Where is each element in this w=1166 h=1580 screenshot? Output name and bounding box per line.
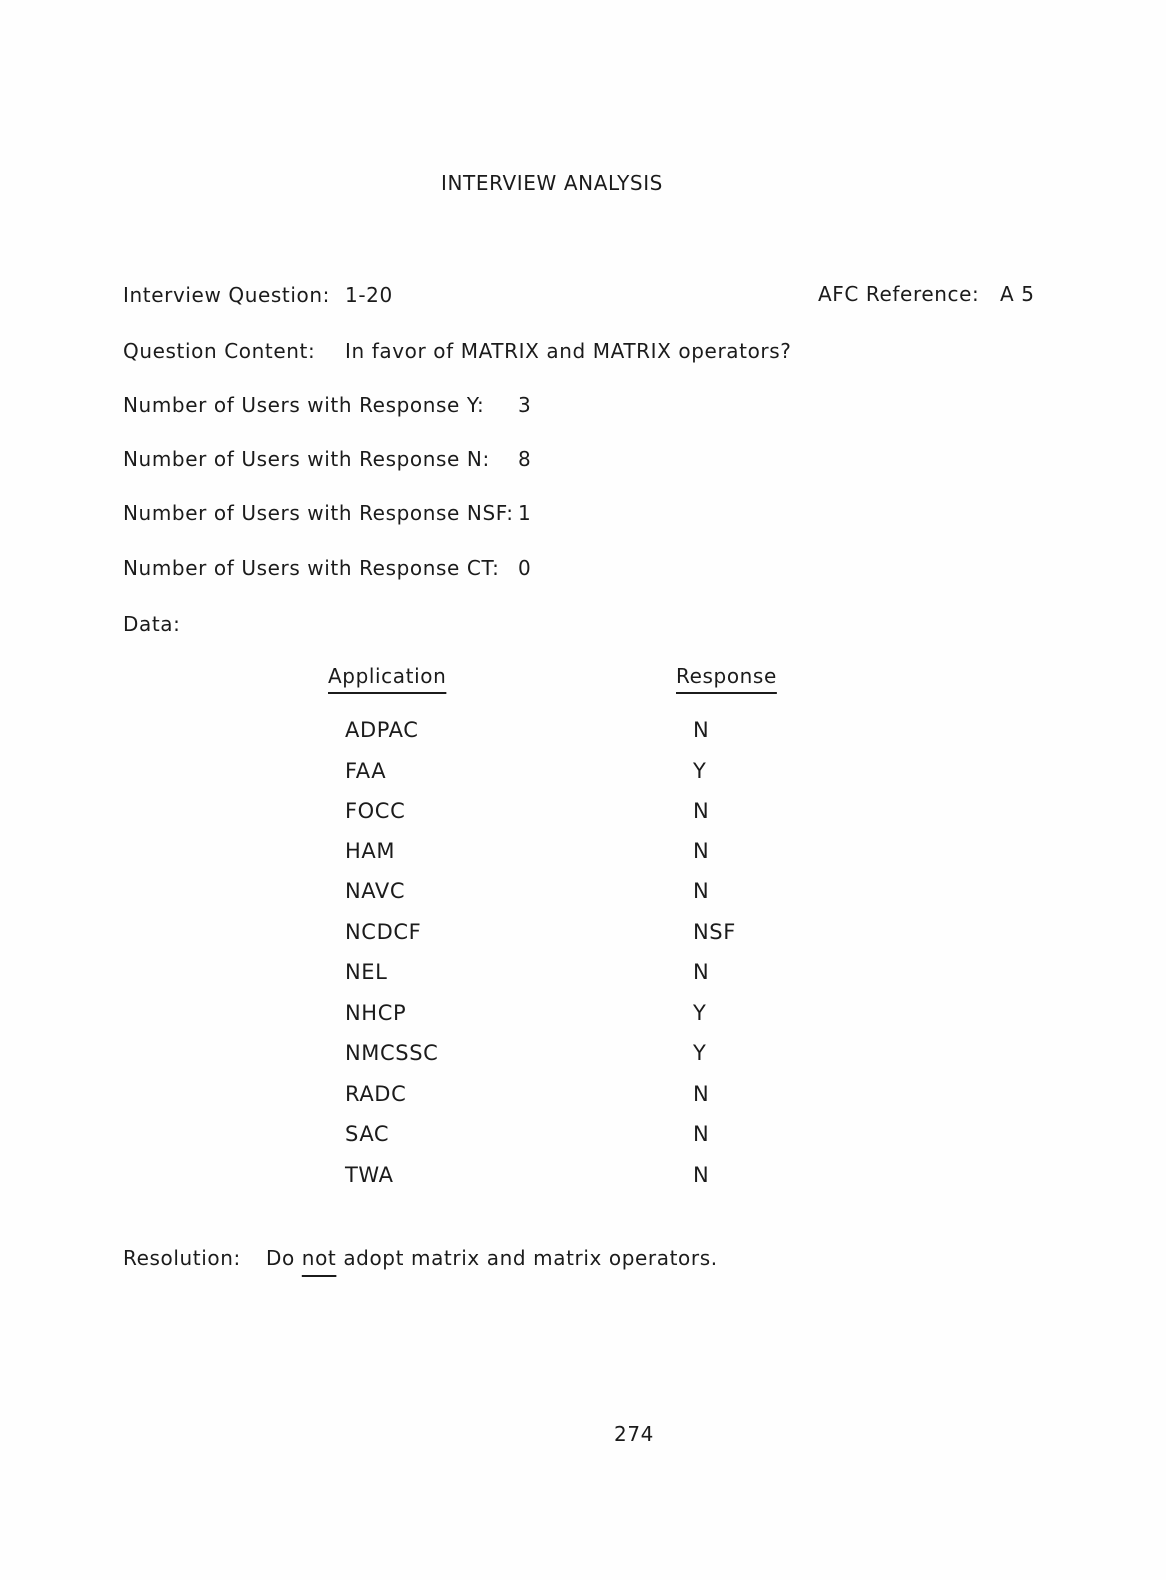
- table-row-application: NAVC: [345, 879, 406, 903]
- table-row-response: N: [693, 718, 710, 742]
- table-row-application: HAM: [345, 839, 396, 863]
- resolution-text: [266, 1246, 718, 1270]
- table-row-response: NSF: [693, 920, 736, 944]
- count-label-y: Number of Users with Response Y:: [123, 393, 485, 417]
- table-row-application: RADC: [345, 1082, 407, 1106]
- table-row-response: N: [693, 1122, 710, 1146]
- table-row-application: NEL: [345, 960, 388, 984]
- table-row-response: N: [693, 879, 710, 903]
- count-value-n: 8: [518, 447, 532, 471]
- table-row-application: NMCSSC: [345, 1041, 439, 1065]
- resolution-label: Resolution:: [123, 1246, 241, 1270]
- table-row-application: NHCP: [345, 1001, 407, 1025]
- count-label-ct: Number of Users with Response CT:: [123, 556, 500, 580]
- column-header-application: Application: [328, 664, 447, 688]
- page-title: INTERVIEW ANALYSIS: [441, 171, 663, 195]
- table-row-response: N: [693, 799, 710, 823]
- interview-question-label: Interview Question:: [123, 283, 330, 307]
- table-row-response: N: [693, 1082, 710, 1106]
- table-row-response: N: [693, 839, 710, 863]
- data-label: Data:: [123, 612, 181, 636]
- count-value-ct: 0: [518, 556, 532, 580]
- table-row-response: Y: [693, 1001, 707, 1025]
- table-row-application: NCDCF: [345, 920, 422, 944]
- question-content-label: Question Content:: [123, 339, 316, 363]
- table-row-response: Y: [693, 1041, 707, 1065]
- resolution-emphasis: not: [301, 1246, 337, 1270]
- table-row-application: FAA: [345, 759, 387, 783]
- column-header-response: Response: [676, 664, 777, 688]
- question-content-value: In favor of MATRIX and MATRIX operators?: [345, 339, 792, 363]
- count-value-y: 3: [518, 393, 532, 417]
- afc-reference-label: AFC Reference:: [818, 282, 980, 306]
- resolution-prefix: Do: [266, 1246, 302, 1270]
- table-row-response: N: [693, 960, 710, 984]
- resolution-suffix: adopt matrix and matrix operators.: [336, 1246, 718, 1270]
- table-row-application: SAC: [345, 1122, 390, 1146]
- count-value-nsf: 1: [518, 501, 532, 525]
- table-row-application: ADPAC: [345, 718, 419, 742]
- table-row-response: N: [693, 1163, 710, 1187]
- table-row-response: Y: [693, 759, 707, 783]
- table-row-application: TWA: [345, 1163, 394, 1187]
- interview-question-value: 1-20: [345, 283, 393, 307]
- page-number: 274: [614, 1422, 654, 1446]
- count-label-nsf: Number of Users with Response NSF:: [123, 501, 514, 525]
- afc-reference-value: A 5: [1000, 282, 1035, 306]
- count-label-n: Number of Users with Response N:: [123, 447, 490, 471]
- table-row-application: FOCC: [345, 799, 406, 823]
